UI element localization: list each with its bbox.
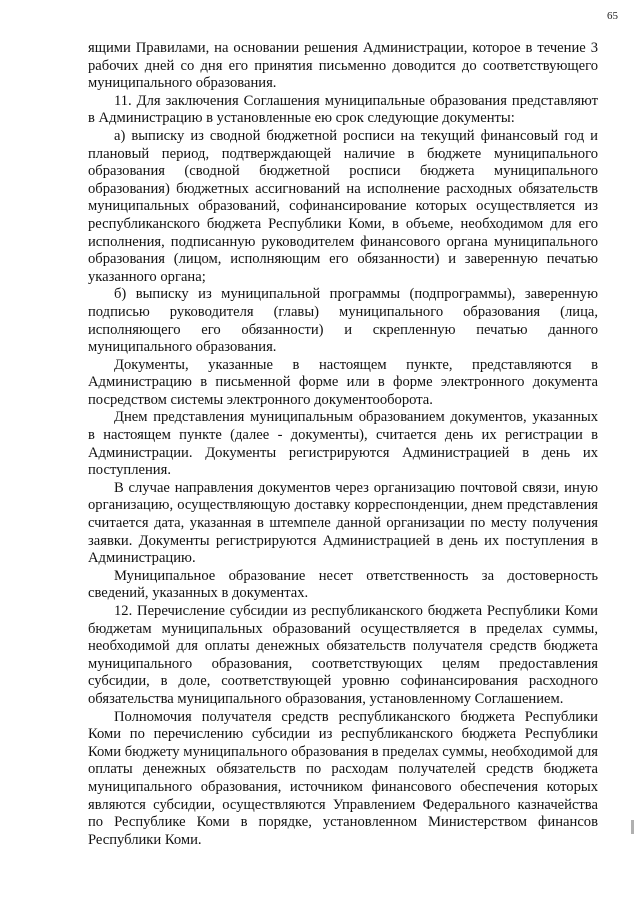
paragraph-responsibility: Муниципальное образование несет ответственность за достоверность сведений, указанных в документах. [88, 567, 598, 602]
paragraph-item-12: 12. Перечисление субсидии из республиканского бюджета Республики Коми бюджетам муниципальных образований осуществляется в пределах суммы, необходимой для оплаты денежных обязательств получателя средств бюджета муниципального образования, соответствующих целям предоставления субсидии, в доле, соответствующей уровню софинансирования расходного обязательства муниципального образования, установленному Соглашением. [88, 603, 598, 707]
paragraph-item-11: 11. Для заключения Соглашения муниципальные образования представляют в Администрацию в установленные ею срок следующие документы: [88, 92, 598, 127]
paragraph-documents-form: Документы, указанные в настоящем пункте, представляются в Администрацию в письменной форме или в форме электронного документа посредством системы электронного документооборота. [88, 356, 598, 408]
scan-edge-mark [631, 820, 634, 834]
page-number: 65 [607, 10, 618, 22]
document-body [88, 40, 598, 849]
paragraph-subitem-b: б) выписку из муниципальной программы (подпрограммы), заверенную подписью руководителя (главы) муниципального образования (лица, исполняющего его обязанности) и скрепленную печатью данного муниципального образования. [88, 286, 598, 356]
paragraph-submission-day: Днем представления муниципальным образованием документов, указанных в настоящем пункте (далее - документы), считается день их регистрации в Администрации. Документы регистрируются Администрацией в день их поступления. [88, 409, 598, 479]
paragraph-subitem-a: а) выписку из сводной бюджетной росписи на текущий финансовый год и плановый период, подтверждающей наличие в бюджете муниципального образования (сводной бюджетной росписи бюджета муниципального образования) бюджетных ассигнований на исполнение расходных обязательств муниципальных образований, софинансирование которых осуществляется из республиканского бюджета Республики Коми, в объеме, необходимом для его исполнения, подписанную руководителем финансового органа муниципального образования (лицом, исполняющим его обязанности) и заверенную печатью указанного органа; [88, 127, 598, 285]
paragraph-postal-delivery: В случае направления документов через организацию почтовой связи, иную организацию, осуществляющую доставку корреспонденции, днем представления считается дата, указанная в штемпеле данной организации по месту получения заявки. Документы регистрируются Администрацией в день их поступления в Администрацию. [88, 479, 598, 567]
paragraph-continuation: ящими Правилами, на основании решения Администрации, которое в течение 3 рабочих дней со дня его принятия письменно доводится до соответствующего муниципального образования. [88, 40, 598, 92]
paragraph-treasury-powers: Полномочия получателя средств республиканского бюджета Республики Коми по перечислению субсидии из республиканского бюджета Республики Коми бюджету муниципального образования в пределах суммы, необходимой для оплаты денежных обязательств по расходам получателей средств бюджета муниципального образования, источником финансового обеспечения которых являются субсидии, осуществляются Управлением Федерального казначейства по Республике Коми в порядке, установленном Министерством финансов Республики Коми. [88, 708, 598, 848]
